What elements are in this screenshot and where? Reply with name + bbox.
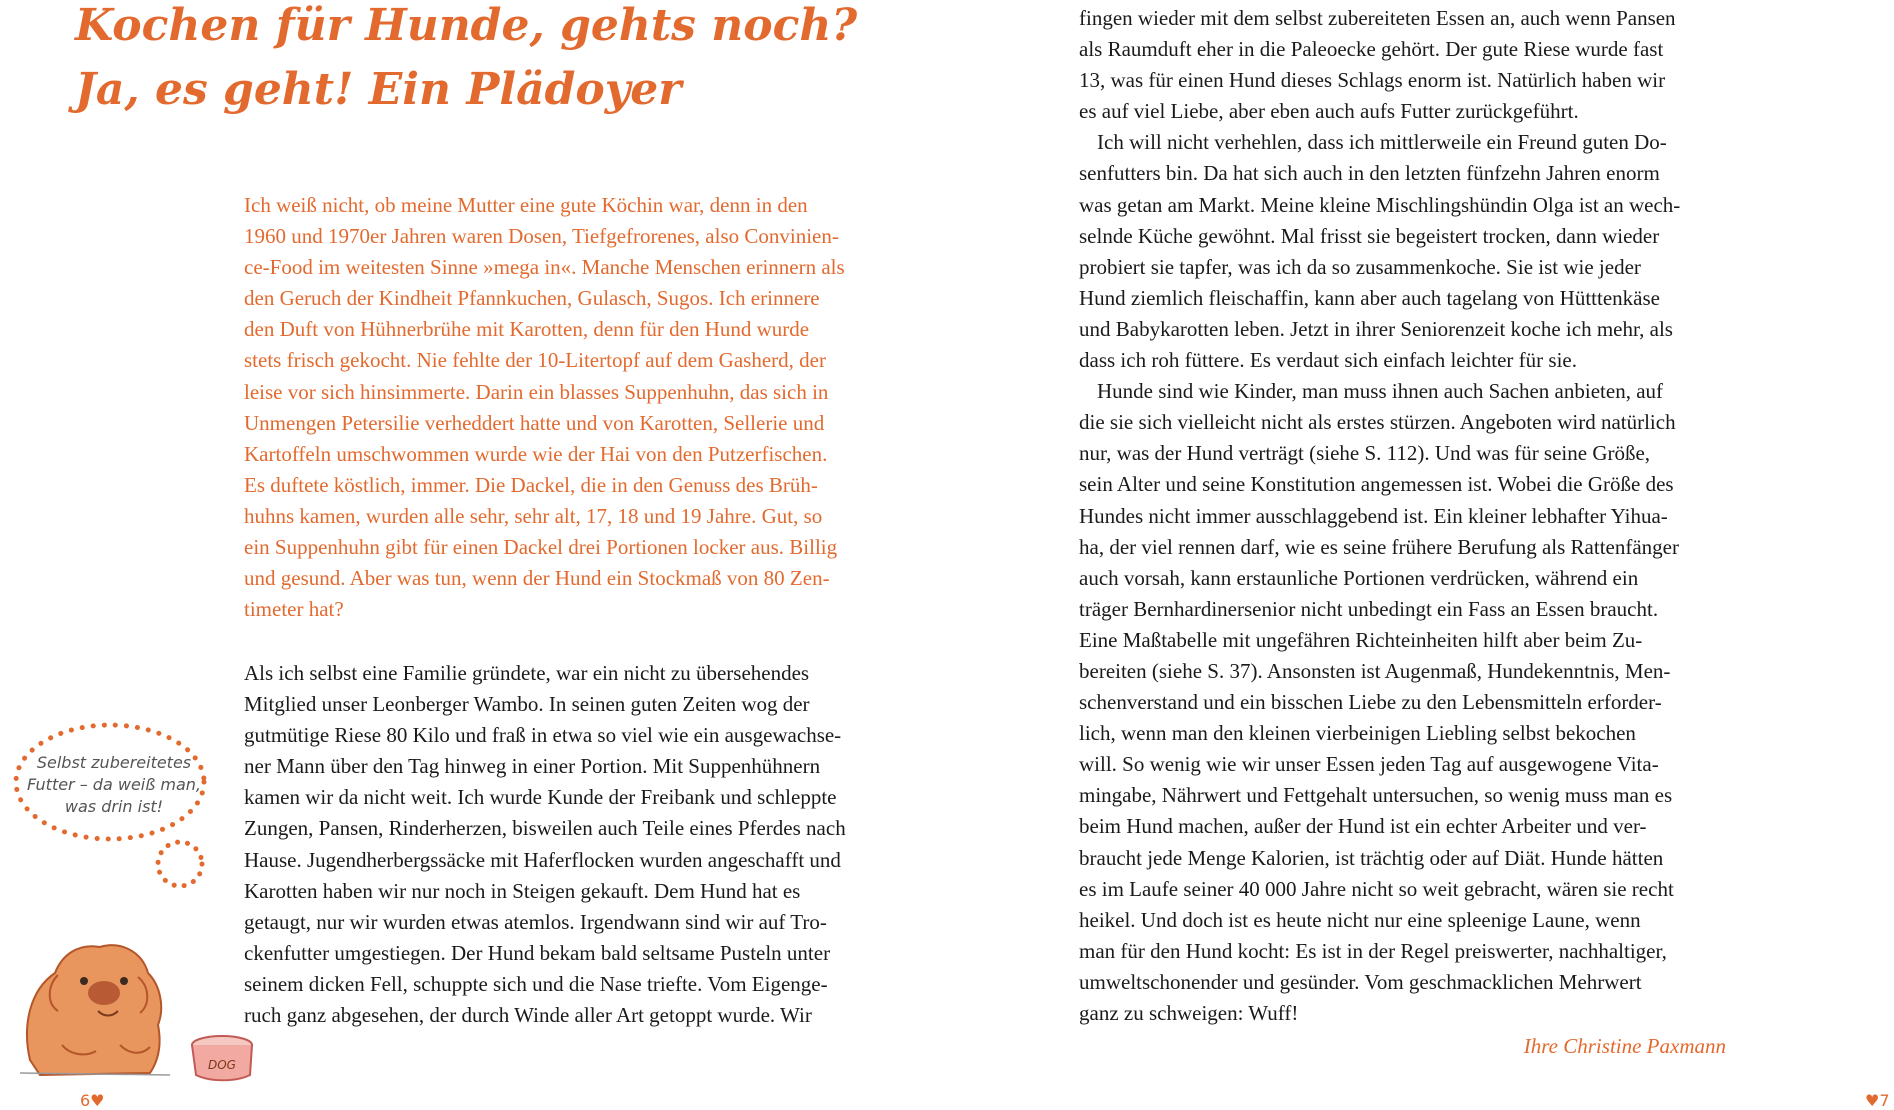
bowl-label: DOG: [208, 1058, 236, 1072]
text-line: Es duftete köstlich, immer. Die Dackel, die in den Genuss des Brüh-: [244, 472, 818, 497]
text-line: sein Alter und seine Konstitution angemessen ist. Wobei die Größe des: [1079, 472, 1674, 497]
chapter-title-line-2: Ja, es geht! Ein Plädoyer: [75, 64, 682, 115]
dog-bowl-icon: [192, 1036, 252, 1080]
text-line: den Duft von Hühnerbrühe mit Karotten, denn für den Hund wurde: [244, 317, 810, 342]
text-line: als Raumduft eher in die Paleoecke gehört. Der gute Riese wurde fast: [1079, 37, 1664, 62]
text-line: Kartoffeln umschwommen wurde wie der Hai von den Putzerfischen.: [244, 441, 828, 466]
text-line: schenverstand und ein bisschen Liebe zu den Lebensmitteln erforder-: [1079, 690, 1662, 715]
text-line: 1960 und 1970er Jahren waren Dosen, Tiefgefrorenes, also Convinien-: [244, 224, 839, 249]
text-line: Ich will nicht verhehlen, dass ich mittlerweile ein Freund guten Do-: [1097, 130, 1667, 155]
right-body-text: [1079, 3, 1680, 1029]
text-line: getaugt, nur wir wurden etwas atemlos. Irgendwann sind wir auf Tro-: [244, 909, 827, 934]
text-line: Hund ziemlich fleischaffin, kann aber auch tagelang von Hütttenkäse: [1079, 285, 1660, 310]
text-line: Zungen, Pansen, Rinderherzen, bisweilen auch Teile eines Pferdes nach: [244, 816, 846, 841]
intro-paragraph: [244, 190, 845, 625]
text-line: Hundes nicht immer ausschlaggebend ist. Ein kleiner lebhafter Yihua-: [1079, 503, 1668, 528]
left-body-text: [244, 658, 846, 1031]
text-line: Eine Maßtabelle mit ungefähren Richteinheiten hilft aber beim Zu-: [1079, 627, 1643, 652]
text-line: beim Hund machen, außer der Hund ist ein echter Arbeiter und ver-: [1079, 814, 1647, 839]
text-line: mingabe, Nährwert und Fettgehalt untersuchen, so wenig muss man es: [1079, 783, 1673, 808]
bubble-line: was drin ist!: [64, 797, 164, 816]
text-line: leise vor sich hinsimmerte. Darin ein blasses Suppenhuhn, das sich in: [244, 379, 829, 404]
text-line: ner Mann über den Tag hinweg in einer Portion. Mit Suppenhühnern: [244, 754, 821, 779]
text-line: fingen wieder mit dem selbst zubereiteten Essen an, auch wenn Pansen: [1079, 6, 1676, 30]
chapter-title: [75, 0, 858, 122]
text-line: auch vorsah, kann erstaunliche Portionen verdrücken, während ein: [1079, 565, 1639, 590]
text-line: huhns kamen, wurden alle sehr, sehr alt, 17, 18 und 19 Jahre. Gut, so: [244, 503, 823, 528]
text-line: ganz zu schweigen: Wuff!: [1079, 1001, 1299, 1025]
bubble-line: Selbst zubereitetes: [36, 753, 192, 772]
text-line: ce-Food im weitesten Sinne »mega in«. Manche Menschen erinnern als: [244, 255, 845, 280]
text-line: seinem dicken Fell, schuppte sich und die Nase triefte. Vom Eigenge-: [244, 971, 828, 996]
text-line: träger Bernhardinersenior nicht unbedingt ein Fass an Essen braucht.: [1079, 596, 1659, 621]
text-line: die sie sich vielleicht nicht als erstes stürzen. Angeboten wird natürlich: [1079, 410, 1676, 435]
text-line: timeter hat?: [244, 597, 344, 622]
bubble-line: Futter – da weiß man,: [26, 775, 202, 794]
text-line: Karotten haben wir nur noch in Steigen gekauft. Dem Hund hat es: [244, 878, 801, 903]
text-line: und Babykarotten leben. Jetzt in ihrer Seniorenzeit koche ich mehr, als: [1079, 316, 1673, 341]
text-line: senfutters bin. Da hat sich auch in den letzten fünfzehn Jahren enorm: [1079, 161, 1660, 186]
dog-illustration: [0, 885, 260, 1085]
thought-bubble-text: [14, 752, 214, 818]
text-line: man für den Hund kocht: Es ist in der Regel preiswerter, nachhaltiger,: [1079, 938, 1667, 963]
text-line: stets frisch gekocht. Nie fehlte der 10-Litertopf auf dem Gasherd, der: [244, 348, 826, 373]
text-line: 13, was für einen Hund dieses Schlags enorm ist. Natürlich haben wir: [1079, 68, 1666, 93]
text-line: Ich weiß nicht, ob meine Mutter eine gute Köchin war, denn in den: [244, 193, 808, 217]
text-line: dass ich roh füttere. Es verdaut sich einfach leichter für sie.: [1079, 348, 1577, 373]
text-line: will. So wenig wie wir unser Essen jeden Tag auf ausgewogene Vita-: [1079, 752, 1659, 777]
text-line: umweltschonender und gesünder. Vom geschmacklichen Mehrwert: [1079, 969, 1642, 994]
page-number-left: 6♥: [80, 1091, 105, 1110]
text-line: braucht jede Menge Kalorien, ist trächtig oder auf Diät. Hunde hätten: [1079, 845, 1664, 870]
text-line: Hunde sind wie Kinder, man muss ihnen auch Sachen anbieten, auf: [1097, 379, 1664, 404]
text-line: nur, was der Hund verträgt (siehe S. 112). Und was für seine Größe,: [1079, 441, 1651, 466]
text-line: bereiten (siehe S. 37). Ansonsten ist Augenmaß, Hundekenntnis, Men-: [1079, 658, 1671, 683]
text-line: Mitglied unser Leonberger Wambo. In seinen guten Zeiten wog der: [244, 692, 810, 717]
text-line: ein Suppenhuhn gibt für einen Dackel drei Portionen locker aus. Billig: [244, 535, 838, 560]
text-line: es auf viel Liebe, aber eben auch aufs Futter zurückgeführt.: [1079, 99, 1579, 124]
author-signature: Ihre Christine Paxmann: [1523, 1034, 1726, 1058]
text-line: selnde Küche gewöhnt. Mal frisst sie begeistert trocken, dann wieder: [1079, 223, 1660, 248]
text-line: heikel. Und doch ist es heute nicht nur eine spleenige Laune, wenn: [1079, 907, 1641, 932]
text-line: lich, wenn man den kleinen vierbeinigen Liebling selbst bekochen: [1079, 721, 1636, 746]
chapter-title-line-1: Kochen für Hunde, gehts noch?: [75, 0, 858, 51]
text-line: und gesund. Aber was tun, wenn der Hund ein Stockmaß von 80 Zen-: [244, 566, 830, 591]
text-line: Unmengen Petersilie verheddert hatte und von Karotten, Sellerie und: [244, 410, 825, 435]
text-line: probiert sie tapfer, was ich da so zusammenkoche. Sie ist wie jeder: [1079, 254, 1641, 279]
text-line: es im Laufe seiner 40 000 Jahre nicht so weit gebracht, wären sie recht: [1079, 876, 1674, 901]
text-line: Als ich selbst eine Familie gründete, war ein nicht zu übersehendes: [244, 661, 810, 685]
text-line: kamen wir da nicht weit. Ich wurde Kunde der Freibank und schleppte: [244, 785, 837, 810]
dog-figure: [20, 945, 170, 1075]
text-line: ckenfutter umgestiegen. Der Hund bekam bald seltsame Pusteln unter: [244, 940, 831, 965]
text-line: gutmütige Riese 80 Kilo und fraß in etwa so viel wie ein ausgewachse-: [244, 723, 842, 748]
text-line: Hause. Jugendherbergssäcke mit Haferflocken wurden angeschafft und: [244, 847, 841, 872]
text-line: ha, der viel rennen darf, wie es seine frühere Berufung als Rattenfänger: [1079, 534, 1679, 559]
text-line: den Geruch der Kindheit Pfannkuchen, Gulasch, Sugos. Ich erinnere: [244, 286, 820, 311]
text-line: ruch ganz abgesehen, der durch Winde aller Art getoppt wurde. Wir: [244, 1003, 812, 1028]
text-line: was getan am Markt. Meine kleine Mischlingshündin Olga ist an wech-: [1079, 192, 1681, 217]
page-number-right: ♥7: [1865, 1091, 1890, 1110]
